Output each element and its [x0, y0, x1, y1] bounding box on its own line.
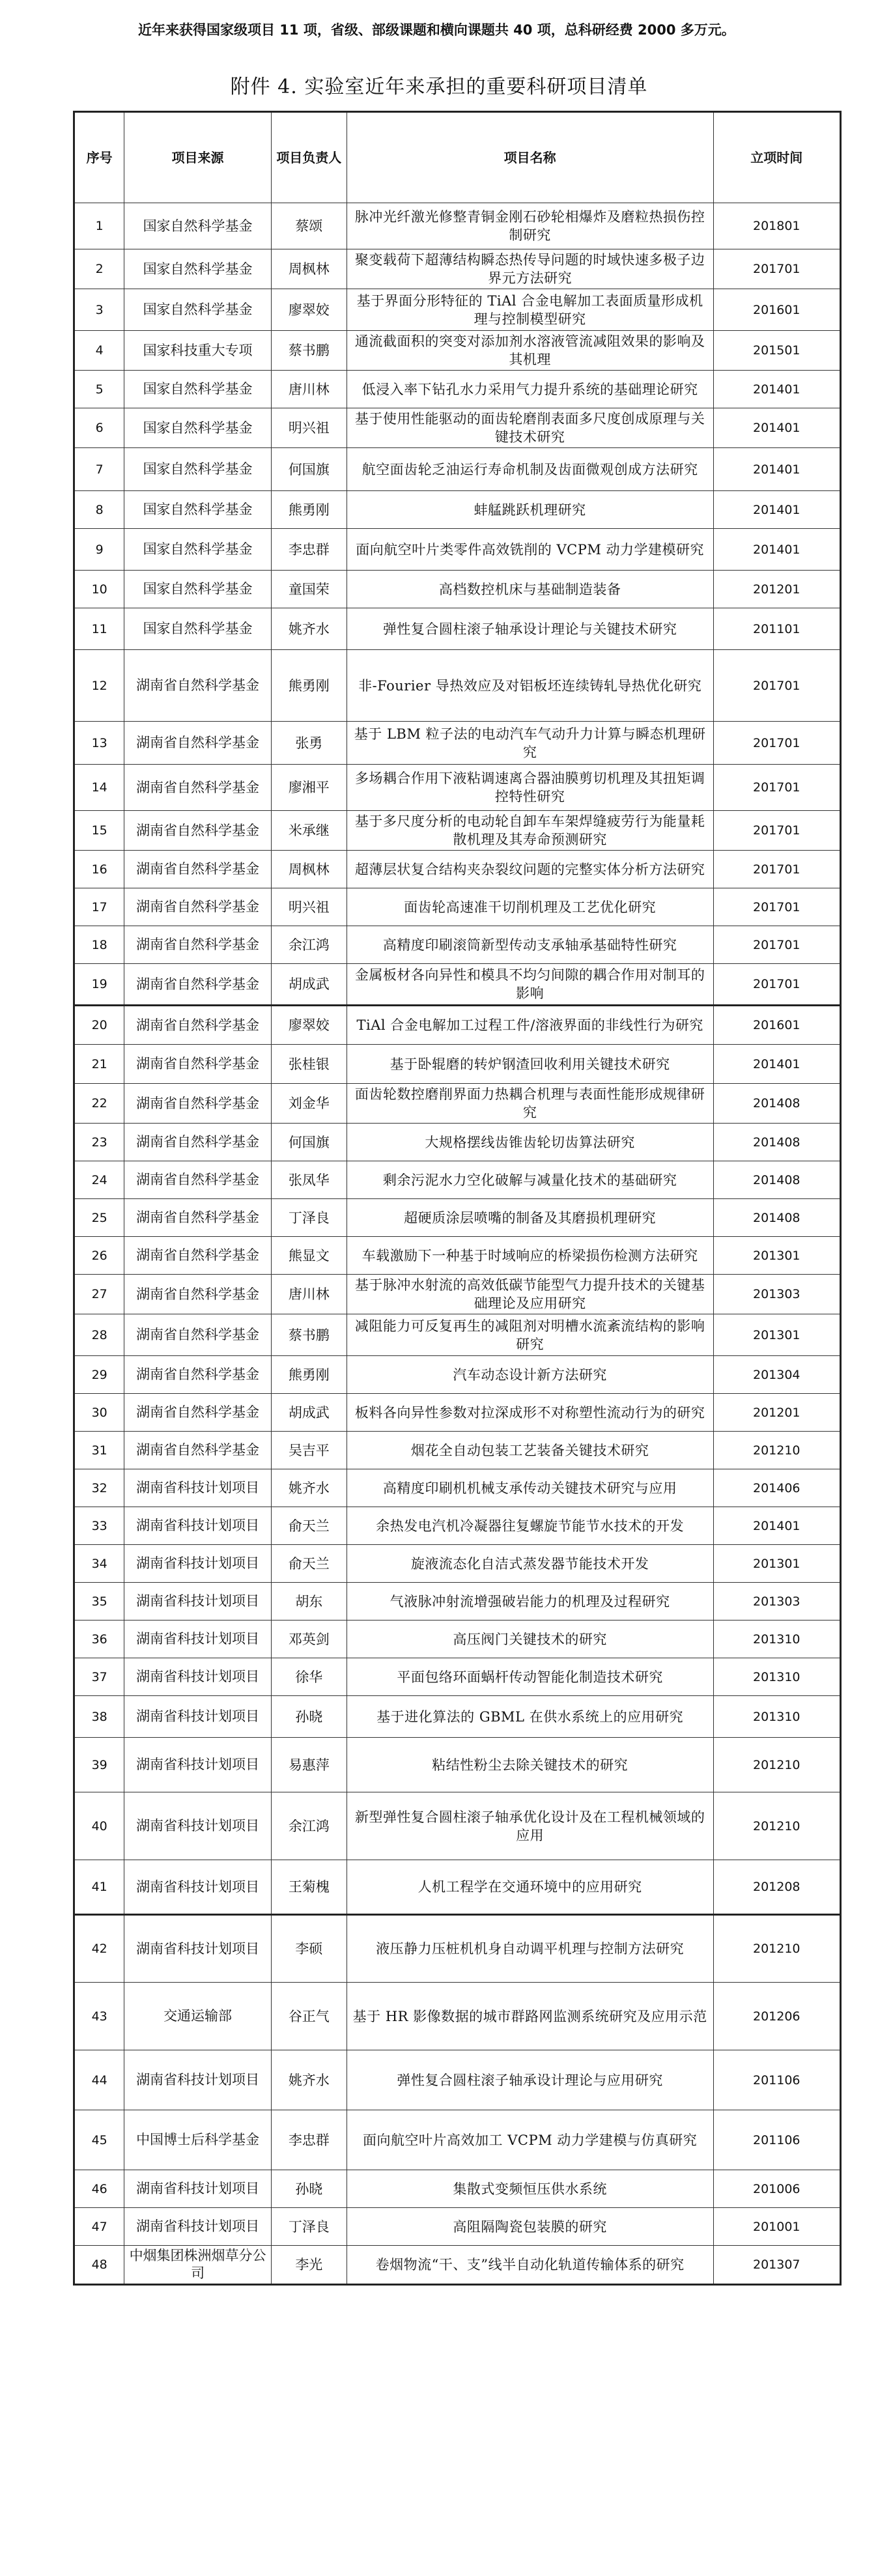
- row-number: 18: [74, 926, 124, 964]
- row-number: 3: [74, 289, 124, 331]
- row-number: 15: [74, 811, 124, 851]
- table-row: [74, 1199, 841, 1237]
- row-source: 湖南省自然科学基金: [124, 1275, 272, 1314]
- row-leader: 丁泽良: [271, 2208, 347, 2246]
- row-source: 湖南省自然科学基金: [124, 650, 272, 722]
- row-leader: 刘金华: [271, 1084, 347, 1124]
- row-project-name: 超硬质涂层喷嘴的制备及其磨损机理研究: [347, 1199, 713, 1237]
- table-row: [74, 1507, 841, 1545]
- row-leader: 俞天兰: [271, 1545, 347, 1583]
- row-project-name: TiAl 合金电解加工过程工件/溶液界面的非线性行为研究: [347, 1006, 713, 1045]
- table-row: [74, 2050, 841, 2110]
- row-number: 38: [74, 1696, 124, 1738]
- row-number: 30: [74, 1394, 124, 1432]
- row-project-name: 基于多尺度分析的电动轮自卸车车架焊缝疲劳行为能量耗散机理及其寿命预测研究: [347, 811, 713, 851]
- row-number: 34: [74, 1545, 124, 1583]
- table-row: [74, 608, 841, 650]
- table-row: [74, 1545, 841, 1583]
- row-number: 44: [74, 2050, 124, 2110]
- table-row: [74, 2110, 841, 2170]
- table-row: [74, 1045, 841, 1084]
- row-source: 湖南省自然科学基金: [124, 722, 272, 765]
- row-source: 湖南省自然科学基金: [124, 964, 272, 1006]
- row-project-name: 非-Fourier 导热效应及对铝板坯连续铸轧导热优化研究: [347, 650, 713, 722]
- row-number: 22: [74, 1084, 124, 1124]
- row-date: 201208: [713, 1860, 840, 1915]
- row-leader: 张勇: [271, 722, 347, 765]
- row-project-name: 集散式变频恒压供水系统: [347, 2170, 713, 2208]
- table-row: [74, 249, 841, 289]
- row-number: 43: [74, 1983, 124, 2050]
- row-source: 湖南省科技计划项目: [124, 1545, 272, 1583]
- row-number: 23: [74, 1124, 124, 1161]
- row-leader: 徐华: [271, 1658, 347, 1696]
- row-date: 201408: [713, 1084, 840, 1124]
- row-leader: 熊勇刚: [271, 1356, 347, 1394]
- row-source: 湖南省科技计划项目: [124, 2050, 272, 2110]
- table-row: [74, 888, 841, 926]
- row-date: 201101: [713, 608, 840, 650]
- table-row: [74, 448, 841, 491]
- projects-table: [73, 111, 842, 2286]
- row-number: 32: [74, 1469, 124, 1507]
- table-row: [74, 571, 841, 608]
- row-leader: 丁泽良: [271, 1199, 347, 1237]
- row-source: 湖南省自然科学基金: [124, 1394, 272, 1432]
- row-source: 湖南省科技计划项目: [124, 1738, 272, 1792]
- row-source: 湖南省自然科学基金: [124, 1161, 272, 1199]
- header-leader: 项目负责人: [271, 112, 347, 203]
- row-date: 201401: [713, 1045, 840, 1084]
- row-source: 国家自然科学基金: [124, 408, 272, 448]
- row-leader: 蔡书鹏: [271, 1314, 347, 1356]
- row-leader: 孙晓: [271, 1696, 347, 1738]
- row-project-name: 车载激励下一种基于时域响应的桥梁损伤检测方法研究: [347, 1237, 713, 1275]
- row-date: 201001: [713, 2208, 840, 2246]
- row-number: 46: [74, 2170, 124, 2208]
- table-row: [74, 1860, 841, 1915]
- row-number: 39: [74, 1738, 124, 1792]
- row-number: 35: [74, 1583, 124, 1621]
- row-number: 7: [74, 448, 124, 491]
- table-row: [74, 331, 841, 371]
- row-leader: 姚齐水: [271, 608, 347, 650]
- row-project-name: 旋液流态化自洁式蒸发器节能技术开发: [347, 1545, 713, 1583]
- row-number: 28: [74, 1314, 124, 1356]
- row-number: 8: [74, 491, 124, 529]
- row-number: 19: [74, 964, 124, 1006]
- row-leader: 孙晓: [271, 2170, 347, 2208]
- row-date: 201601: [713, 1006, 840, 1045]
- row-leader: 廖翠姣: [271, 289, 347, 331]
- row-date: 201210: [713, 1792, 840, 1860]
- row-date: 201701: [713, 964, 840, 1006]
- row-number: 41: [74, 1860, 124, 1915]
- row-project-name: 高精度印刷滚筒新型传动支承轴承基础特性研究: [347, 926, 713, 964]
- row-date: 201701: [713, 249, 840, 289]
- row-number: 13: [74, 722, 124, 765]
- row-number: 36: [74, 1621, 124, 1658]
- row-project-name: 通流截面积的突变对添加剂水溶液管流减阻效果的影响及其机理: [347, 331, 713, 371]
- row-source: 国家自然科学基金: [124, 529, 272, 571]
- row-project-name: 气液脉冲射流增强破岩能力的机理及过程研究: [347, 1583, 713, 1621]
- row-source: 湖南省科技计划项目: [124, 1792, 272, 1860]
- row-project-name: 弹性复合圆柱滚子轴承设计理论与关键技术研究: [347, 608, 713, 650]
- row-leader: 明兴祖: [271, 408, 347, 448]
- row-project-name: 基于 LBM 粒子法的电动汽车气动升力计算与瞬态机理研究: [347, 722, 713, 765]
- row-project-name: 面向航空叶片类零件高效铣削的 VCPM 动力学建模研究: [347, 529, 713, 571]
- table-row: [74, 926, 841, 964]
- row-number: 45: [74, 2110, 124, 2170]
- table-row: [74, 529, 841, 571]
- row-source: 湖南省科技计划项目: [124, 1915, 272, 1983]
- row-date: 201210: [713, 1432, 840, 1469]
- table-row: [74, 1161, 841, 1199]
- row-date: 201701: [713, 926, 840, 964]
- table-row: [74, 289, 841, 331]
- row-date: 201106: [713, 2110, 840, 2170]
- row-number: 24: [74, 1161, 124, 1199]
- row-number: 14: [74, 765, 124, 811]
- row-leader: 唐川林: [271, 371, 347, 408]
- row-project-name: 剩余污泥水力空化破解与减量化技术的基础研究: [347, 1161, 713, 1199]
- table-row: [74, 650, 841, 722]
- row-project-name: 聚变载荷下超薄结构瞬态热传导问题的时域快速多极子边界元方法研究: [347, 249, 713, 289]
- row-project-name: 基于进化算法的 GBML 在供水系统上的应用研究: [347, 1696, 713, 1738]
- row-source: 湖南省科技计划项目: [124, 1621, 272, 1658]
- row-project-name: 面齿轮高速准干切削机理及工艺优化研究: [347, 888, 713, 926]
- row-leader: 李硕: [271, 1915, 347, 1983]
- row-project-name: 面齿轮数控磨削界面力热耦合机理与表面性能形成规律研究: [347, 1084, 713, 1124]
- row-date: 201701: [713, 765, 840, 811]
- row-date: 201301: [713, 1545, 840, 1583]
- row-leader: 胡成武: [271, 964, 347, 1006]
- row-date: 201304: [713, 1356, 840, 1394]
- row-number: 12: [74, 650, 124, 722]
- row-date: 201406: [713, 1469, 840, 1507]
- row-number: 26: [74, 1237, 124, 1275]
- row-project-name: 面向航空叶片高效加工 VCPM 动力学建模与仿真研究: [347, 2110, 713, 2170]
- row-source: 湖南省自然科学基金: [124, 1045, 272, 1084]
- row-source: 湖南省自然科学基金: [124, 1432, 272, 1469]
- row-date: 201401: [713, 448, 840, 491]
- row-leader: 易惠萍: [271, 1738, 347, 1792]
- row-project-name: 弹性复合圆柱滚子轴承设计理论与应用研究: [347, 2050, 713, 2110]
- row-number: 29: [74, 1356, 124, 1394]
- row-source: 国家自然科学基金: [124, 203, 272, 249]
- row-leader: 何国旗: [271, 1124, 347, 1161]
- row-date: 201310: [713, 1621, 840, 1658]
- row-leader: 廖翠姣: [271, 1006, 347, 1045]
- row-project-name: 多场耦合作用下液粘调速离合器油膜剪切机理及其扭矩调控特性研究: [347, 765, 713, 811]
- row-leader: 李忠群: [271, 2110, 347, 2170]
- row-project-name: 减阻能力可反复再生的减阻剂对明槽水流紊流结构的影响研究: [347, 1314, 713, 1356]
- header-name: 项目名称: [347, 112, 713, 203]
- row-leader: 姚齐水: [271, 2050, 347, 2110]
- table-row: [74, 1275, 841, 1314]
- row-source: 湖南省自然科学基金: [124, 1237, 272, 1275]
- row-source: 湖南省自然科学基金: [124, 926, 272, 964]
- row-leader: 胡成武: [271, 1394, 347, 1432]
- row-source: 湖南省自然科学基金: [124, 1314, 272, 1356]
- row-leader: 张凤华: [271, 1161, 347, 1199]
- table-row: [74, 1006, 841, 1045]
- row-leader: 周枫林: [271, 249, 347, 289]
- table-row: [74, 2208, 841, 2246]
- table-row: [74, 1792, 841, 1860]
- row-date: 201408: [713, 1124, 840, 1161]
- header-no: 序号: [74, 112, 124, 203]
- row-source: 国家自然科学基金: [124, 571, 272, 608]
- row-project-name: 超薄层状复合结构夹杂裂纹问题的完整实体分析方法研究: [347, 851, 713, 888]
- row-project-name: 高阻隔陶瓷包装膜的研究: [347, 2208, 713, 2246]
- row-project-name: 低浸入率下钻孔水力采用气力提升系统的基础理论研究: [347, 371, 713, 408]
- table-row: [74, 964, 841, 1006]
- row-leader: 李光: [271, 2246, 347, 2285]
- row-project-name: 烟花全自动包装工艺装备关键技术研究: [347, 1432, 713, 1469]
- table-row: [74, 1696, 841, 1738]
- row-date: 201210: [713, 1738, 840, 1792]
- row-project-name: 基于 HR 影像数据的城市群路网监测系统研究及应用示范: [347, 1983, 713, 2050]
- row-leader: 廖湘平: [271, 765, 347, 811]
- row-project-name: 新型弹性复合圆柱滚子轴承优化设计及在工程机械领域的应用: [347, 1792, 713, 1860]
- row-project-name: 大规格摆线齿锥齿轮切齿算法研究: [347, 1124, 713, 1161]
- row-leader: 李忠群: [271, 529, 347, 571]
- row-number: 6: [74, 408, 124, 448]
- row-leader: 蔡书鹏: [271, 331, 347, 371]
- row-number: 11: [74, 608, 124, 650]
- row-source: 湖南省自然科学基金: [124, 888, 272, 926]
- row-source: 国家自然科学基金: [124, 289, 272, 331]
- table-row: [74, 1314, 841, 1356]
- row-project-name: 高档数控机床与基础制造装备: [347, 571, 713, 608]
- row-date: 201701: [713, 851, 840, 888]
- row-source: 湖南省科技计划项目: [124, 1507, 272, 1545]
- row-number: 40: [74, 1792, 124, 1860]
- row-date: 201307: [713, 2246, 840, 2285]
- document-title: 附件 4. 实验室近年来承担的重要科研项目清单: [230, 76, 648, 98]
- row-date: 201701: [713, 888, 840, 926]
- header-date: 立项时间: [713, 112, 840, 203]
- row-number: 5: [74, 371, 124, 408]
- row-number: 31: [74, 1432, 124, 1469]
- table-row: [74, 1738, 841, 1792]
- row-date: 201401: [713, 408, 840, 448]
- row-source: 湖南省自然科学基金: [124, 1199, 272, 1237]
- row-project-name: 平面包络环面蜗杆传动智能化制造技术研究: [347, 1658, 713, 1696]
- table-row: [74, 1356, 841, 1394]
- row-number: 1: [74, 203, 124, 249]
- row-source: 国家科技重大专项: [124, 331, 272, 371]
- table-row: [74, 1583, 841, 1621]
- row-source: 湖南省自然科学基金: [124, 851, 272, 888]
- row-number: 47: [74, 2208, 124, 2246]
- row-leader: 周枫林: [271, 851, 347, 888]
- row-project-name: 基于使用性能驱动的面齿轮磨削表面多尺度创成原理与关键技术研究: [347, 408, 713, 448]
- table-row: [74, 1621, 841, 1658]
- row-project-name: 粘结性粉尘去除关键技术的研究: [347, 1738, 713, 1792]
- row-date: 201401: [713, 1507, 840, 1545]
- row-source: 湖南省自然科学基金: [124, 1356, 272, 1394]
- row-source: 湖南省自然科学基金: [124, 811, 272, 851]
- row-date: 201201: [713, 571, 840, 608]
- table-row: [74, 1084, 841, 1124]
- table-row: [74, 722, 841, 765]
- row-source: 国家自然科学基金: [124, 371, 272, 408]
- table-row: [74, 1915, 841, 1983]
- table-row: [74, 1394, 841, 1432]
- row-date: 201801: [713, 203, 840, 249]
- row-number: 20: [74, 1006, 124, 1045]
- table-row: [74, 1658, 841, 1696]
- row-project-name: 金属板材各向异性和模具不均匀间隙的耦合作用对制耳的影响: [347, 964, 713, 1006]
- row-source: 湖南省自然科学基金: [124, 1006, 272, 1045]
- row-date: 201210: [713, 1915, 840, 1983]
- row-date: 201310: [713, 1658, 840, 1696]
- row-date: 201601: [713, 289, 840, 331]
- row-project-name: 高压阀门关键技术的研究: [347, 1621, 713, 1658]
- row-leader: 米承继: [271, 811, 347, 851]
- table-row: [74, 1983, 841, 2050]
- row-leader: 俞天兰: [271, 1507, 347, 1545]
- row-source: 中烟集团株洲烟草分公司: [124, 2246, 272, 2285]
- row-date: 201301: [713, 1314, 840, 1356]
- row-source: 中国博士后科学基金: [124, 2110, 272, 2170]
- row-leader: 张桂银: [271, 1045, 347, 1084]
- row-project-name: 高精度印刷机机械支承传动关键技术研究与应用: [347, 1469, 713, 1507]
- table-row: [74, 765, 841, 811]
- row-source: 湖南省自然科学基金: [124, 765, 272, 811]
- row-number: 9: [74, 529, 124, 571]
- table-row: [74, 408, 841, 448]
- row-date: 201401: [713, 529, 840, 571]
- row-source: 湖南省科技计划项目: [124, 2170, 272, 2208]
- row-leader: 吴吉平: [271, 1432, 347, 1469]
- row-leader: 姚齐水: [271, 1469, 347, 1507]
- row-source: 交通运输部: [124, 1983, 272, 2050]
- row-date: 201303: [713, 1583, 840, 1621]
- row-source: 国家自然科学基金: [124, 249, 272, 289]
- header-source: 项目来源: [124, 112, 272, 203]
- row-source: 国家自然科学基金: [124, 448, 272, 491]
- row-date: 201206: [713, 1983, 840, 2050]
- table-row: [74, 2246, 841, 2285]
- row-leader: 谷正气: [271, 1983, 347, 2050]
- row-source: 湖南省科技计划项目: [124, 2208, 272, 2246]
- row-number: 42: [74, 1915, 124, 1983]
- row-source: 国家自然科学基金: [124, 491, 272, 529]
- row-date: 201303: [713, 1275, 840, 1314]
- row-leader: 何国旗: [271, 448, 347, 491]
- row-leader: 熊勇刚: [271, 650, 347, 722]
- row-date: 201701: [713, 650, 840, 722]
- row-leader: 胡东: [271, 1583, 347, 1621]
- row-project-name: 板料各向异性参数对拉深成形不对称塑性流动行为的研究: [347, 1394, 713, 1432]
- row-leader: 熊显文: [271, 1237, 347, 1275]
- row-date: 201301: [713, 1237, 840, 1275]
- row-date: 201701: [713, 811, 840, 851]
- row-date: 201401: [713, 491, 840, 529]
- table-row: [74, 1237, 841, 1275]
- intro-paragraph: 近年来获得国家级项目 11 项，省级、部级课题和横向课题共 40 项，总科研经费 2000 多万元。: [138, 22, 735, 38]
- row-project-name: 脉冲光纤激光修整青铜金刚石砂轮相爆炸及磨粒热损伤控制研究: [347, 203, 713, 249]
- row-project-name: 基于卧辊磨的转炉钢渣回收利用关键技术研究: [347, 1045, 713, 1084]
- row-leader: 熊勇刚: [271, 491, 347, 529]
- row-leader: 余江鸿: [271, 926, 347, 964]
- row-leader: 王菊槐: [271, 1860, 347, 1915]
- table-header-row: [74, 112, 841, 203]
- row-leader: 蔡颂: [271, 203, 347, 249]
- row-date: 201408: [713, 1161, 840, 1199]
- row-source: 国家自然科学基金: [124, 608, 272, 650]
- row-source: 湖南省自然科学基金: [124, 1084, 272, 1124]
- row-number: 21: [74, 1045, 124, 1084]
- row-date: 201201: [713, 1394, 840, 1432]
- table-row: [74, 371, 841, 408]
- row-leader: 明兴祖: [271, 888, 347, 926]
- table-row: [74, 491, 841, 529]
- row-number: 25: [74, 1199, 124, 1237]
- row-leader: 余江鸿: [271, 1792, 347, 1860]
- table-row: [74, 851, 841, 888]
- row-date: 201701: [713, 722, 840, 765]
- row-date: 201401: [713, 371, 840, 408]
- row-leader: 童国荣: [271, 571, 347, 608]
- row-project-name: 人机工程学在交通环境中的应用研究: [347, 1860, 713, 1915]
- row-source: 湖南省科技计划项目: [124, 1860, 272, 1915]
- row-number: 16: [74, 851, 124, 888]
- row-date: 201006: [713, 2170, 840, 2208]
- table-row: [74, 2170, 841, 2208]
- row-date: 201106: [713, 2050, 840, 2110]
- row-project-name: 汽车动态设计新方法研究: [347, 1356, 713, 1394]
- row-project-name: 基于界面分形特征的 TiAl 合金电解加工表面质量形成机理与控制模型研究: [347, 289, 713, 331]
- table-row: [74, 1124, 841, 1161]
- row-source: 湖南省科技计划项目: [124, 1469, 272, 1507]
- row-project-name: 液压静力压桩机机身自动调平机理与控制方法研究: [347, 1915, 713, 1983]
- row-source: 湖南省科技计划项目: [124, 1658, 272, 1696]
- table-row: [74, 203, 841, 249]
- row-leader: 唐川林: [271, 1275, 347, 1314]
- row-number: 33: [74, 1507, 124, 1545]
- row-number: 2: [74, 249, 124, 289]
- row-source: 湖南省科技计划项目: [124, 1696, 272, 1738]
- row-number: 10: [74, 571, 124, 608]
- row-number: 4: [74, 331, 124, 371]
- row-project-name: 航空面齿轮乏油运行寿命机制及齿面微观创成方法研究: [347, 448, 713, 491]
- table-row: [74, 1432, 841, 1469]
- row-project-name: 余热发电汽机冷凝器往复螺旋节能节水技术的开发: [347, 1507, 713, 1545]
- row-number: 48: [74, 2246, 124, 2285]
- row-date: 201408: [713, 1199, 840, 1237]
- row-number: 37: [74, 1658, 124, 1696]
- row-number: 17: [74, 888, 124, 926]
- row-project-name: 卷烟物流“干、支”线半自动化轨道传输体系的研究: [347, 2246, 713, 2285]
- row-number: 27: [74, 1275, 124, 1314]
- row-date: 201310: [713, 1696, 840, 1738]
- row-leader: 邓英剑: [271, 1621, 347, 1658]
- table-body: [74, 203, 841, 2285]
- row-source: 湖南省自然科学基金: [124, 1124, 272, 1161]
- row-project-name: 基于脉冲水射流的高效低碳节能型气力提升技术的关键基础理论及应用研究: [347, 1275, 713, 1314]
- table-row: [74, 1469, 841, 1507]
- row-date: 201501: [713, 331, 840, 371]
- row-source: 湖南省科技计划项目: [124, 1583, 272, 1621]
- table-row: [74, 811, 841, 851]
- row-project-name: 蚌艋跳跃机理研究: [347, 491, 713, 529]
